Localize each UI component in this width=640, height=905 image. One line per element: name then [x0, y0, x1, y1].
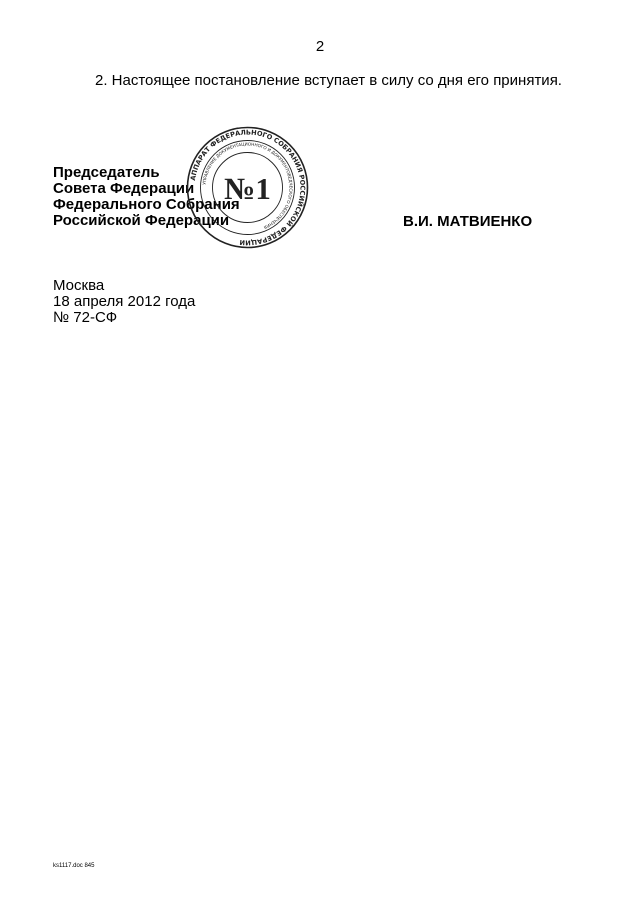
date-label: 18 апреля 2012 года — [53, 293, 196, 310]
body-paragraph: 2. Настоящее постановление вступает в силу со дня его принятия. — [95, 72, 562, 89]
signer-name: В.И. МАТВИЕНКО — [403, 213, 533, 230]
document-number: № 72-СФ — [53, 309, 118, 326]
seal-center-text: №1 — [224, 171, 271, 206]
seal-inner-text: УПРАВЛЕНИЕ ДОКУМЕНТАЦИОННОГО И ДОКУМЕНТОВЕДЧЕСКОГО ОБЕСПЕЧЕНИЯ — [201, 141, 294, 231]
city-label: Москва — [53, 277, 105, 294]
signatory-title-line: Председатель — [53, 164, 160, 181]
page-number: 2 — [315, 38, 325, 55]
signatory-title-line: Федерального Собрания — [53, 196, 240, 213]
place-date-block — [53, 278, 195, 326]
official-seal — [185, 125, 310, 250]
signatory-title-line: Совета Федерации — [53, 180, 195, 197]
signatory-title-line: Российской Федерации — [53, 212, 230, 229]
footer-file-code: ks1117.doc 845 — [53, 863, 95, 869]
seal-outer-text: АППАРАТ ФЕДЕРАЛЬНОГО СОБРАНИЯ РОССИЙСКОЙ ФЕДЕРАЦИИ — [188, 128, 307, 247]
